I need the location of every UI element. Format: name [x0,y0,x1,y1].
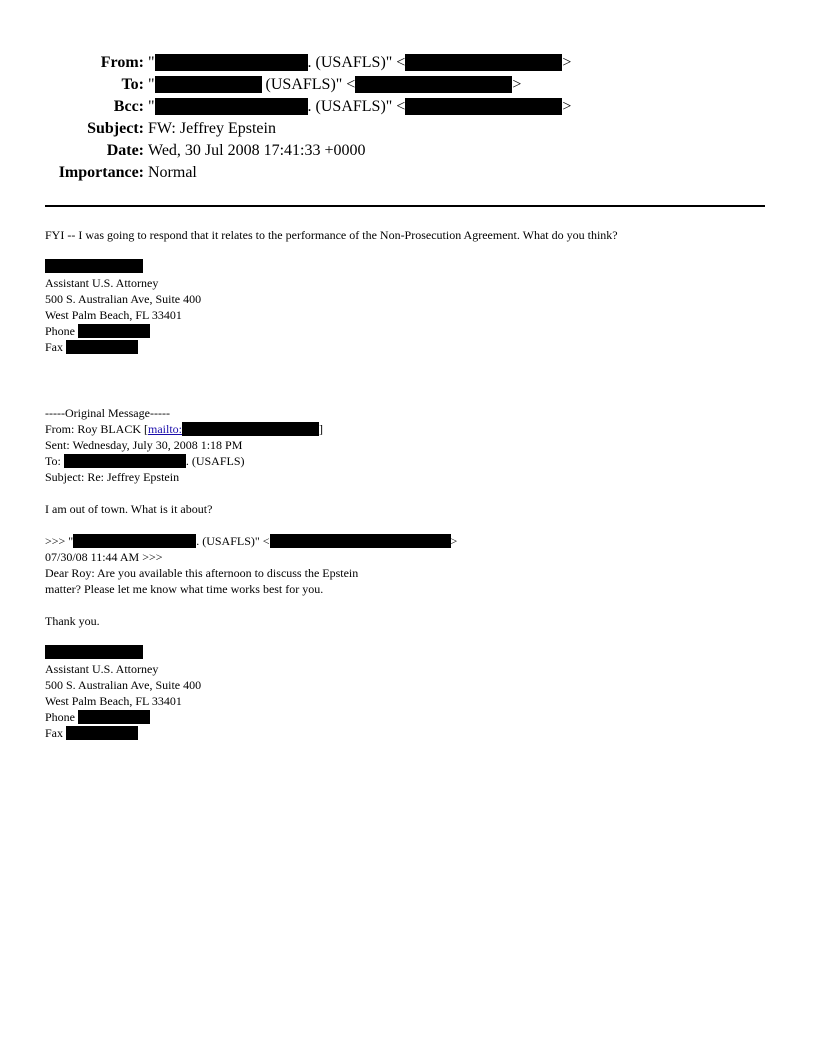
redaction-box [64,454,186,468]
redacted-signature-name [45,645,143,659]
redaction-box [78,324,150,338]
original-to-suffix: . (USAFLS) [185,454,245,468]
from-org: . (USAFLS)" < [307,54,406,71]
original-subject: Subject: Re: Jeffrey Epstein [45,470,180,484]
redaction-box [66,340,138,354]
from-open-quote: " [148,54,155,71]
to-org: (USAFLS)" < [261,76,356,93]
phone-label: Phone [45,324,75,338]
to-close-bracket: > [512,76,522,93]
fax-label: Fax [45,340,63,354]
quoted-thanks: Thank you. [45,614,100,628]
header-divider [45,205,765,207]
importance-value: Normal [148,164,197,181]
sig2-phone [45,709,150,725]
original-sent: Sent: Wednesday, July 30, 2008 1:18 PM [45,438,243,452]
quoted-prefix: >>> " [45,534,74,548]
header-to-row [0,74,816,96]
header-bcc-row [0,96,816,118]
quoted-header [45,533,457,549]
sig2-fax [45,725,138,741]
redaction-box [405,54,562,71]
bcc-value [148,96,571,118]
redaction-box [405,98,562,115]
redaction-box [155,54,308,71]
sig1-title: Assistant U.S. Attorney [45,276,159,290]
from-close-bracket: > [562,54,572,71]
date-value: Wed, 30 Jul 2008 17:41:33 +0000 [148,142,366,159]
sig2-address-line2: West Palm Beach, FL 33401 [45,694,182,708]
original-to [45,453,245,469]
bcc-org: . (USAFLS)" < [307,98,406,115]
redaction-box [270,534,451,548]
redaction-box [155,98,308,115]
redaction-box [355,76,512,93]
bcc-label: Bcc: [113,98,144,115]
header-importance-row [0,162,816,184]
sig2-address-line1: 500 S. Australian Ave, Suite 400 [45,678,202,692]
original-to-prefix: To: [45,454,64,468]
redaction-box [66,726,138,740]
fax-label: Fax [45,726,63,740]
phone-label: Phone [45,710,75,724]
reply-text: I am out of town. What is it about? [45,502,213,516]
importance-label: Importance: [58,164,144,181]
quoted-timestamp: 07/30/08 11:44 AM >>> [45,550,163,564]
to-label: To: [121,76,144,93]
to-value [148,74,521,96]
original-message-divider: -----Original Message----- [45,406,170,420]
redaction-box [73,534,196,548]
bcc-open-quote: " [148,98,155,115]
subject-label: Subject: [87,120,144,137]
original-from [45,421,323,437]
quoted-close-bracket: > [450,534,458,548]
redacted-signature-name [45,259,143,273]
intro-text: FYI -- I was going to respond that it relates to the performance of the Non-Prosecution Agreement. What do you think? [45,228,618,242]
original-from-suffix: ] [319,422,324,436]
quoted-line2: matter? Please let me know what time works best for you. [45,582,324,596]
sig1-address-line1: 500 S. Australian Ave, Suite 400 [45,292,202,306]
sig1-fax [45,339,138,355]
header-from-row [0,52,816,74]
redaction-box [182,422,319,436]
header-subject-row [0,118,816,140]
header-date-row [0,140,816,162]
subject-value: FW: Jeffrey Epstein [148,120,276,137]
mailto-link[interactable]: mailto: [148,422,183,436]
redaction-box [155,76,262,93]
sig2-title: Assistant U.S. Attorney [45,662,159,676]
sig1-address-line2: West Palm Beach, FL 33401 [45,308,182,322]
from-label: From: [100,54,144,71]
from-value [148,52,571,74]
quoted-org: . (USAFLS)" < [196,534,270,548]
date-label: Date: [106,142,144,159]
sig1-phone [45,323,150,339]
original-from-prefix: From: Roy BLACK [ [45,422,149,436]
redaction-box [78,710,150,724]
bcc-close-bracket: > [562,98,572,115]
quoted-line1: Dear Roy: Are you available this afternoon to discuss the Epstein [45,566,359,580]
to-open-quote: " [148,76,155,93]
